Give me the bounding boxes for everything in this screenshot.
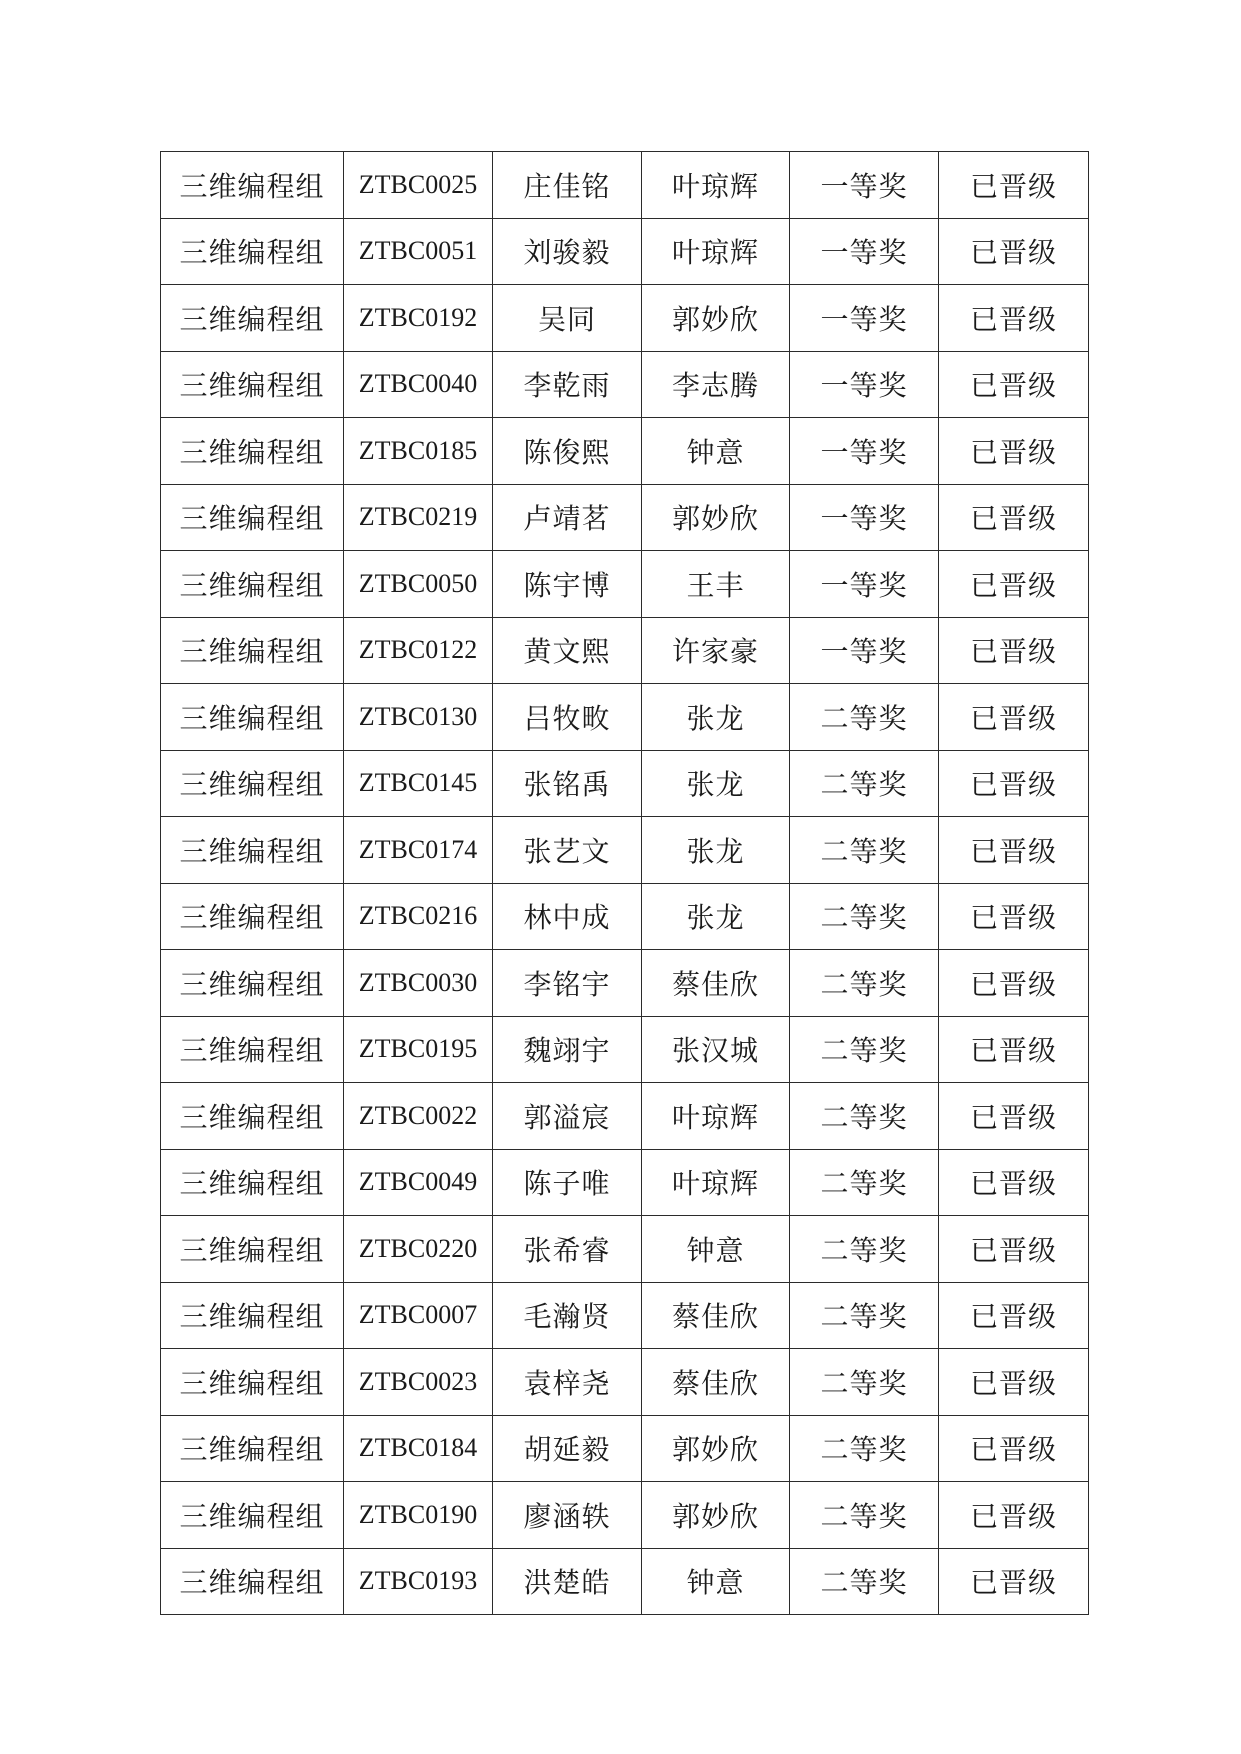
cell-award: 二等奖 xyxy=(790,1548,939,1615)
cell-entry-id: ZTBC0030 xyxy=(344,950,493,1017)
cell-student-name: 刘骏毅 xyxy=(493,218,642,285)
cell-teacher-name: 张龙 xyxy=(642,817,790,884)
cell-status: 已晋级 xyxy=(939,750,1089,817)
cell-award: 一等奖 xyxy=(790,484,939,551)
cell-status: 已晋级 xyxy=(939,1016,1089,1083)
cell-group: 三维编程组 xyxy=(161,1482,344,1549)
cell-student-name: 李铭宇 xyxy=(493,950,642,1017)
cell-entry-id: ZTBC0174 xyxy=(344,817,493,884)
cell-status: 已晋级 xyxy=(939,1216,1089,1283)
table-row xyxy=(161,351,1089,418)
cell-teacher-name: 张汉城 xyxy=(642,1016,790,1083)
table-row xyxy=(161,1149,1089,1216)
cell-group: 三维编程组 xyxy=(161,1149,344,1216)
cell-teacher-name: 郭妙欣 xyxy=(642,484,790,551)
cell-student-name: 黄文熙 xyxy=(493,617,642,684)
cell-status: 已晋级 xyxy=(939,1415,1089,1482)
cell-entry-id: ZTBC0007 xyxy=(344,1282,493,1349)
cell-group: 三维编程组 xyxy=(161,750,344,817)
cell-status: 已晋级 xyxy=(939,285,1089,352)
cell-teacher-name: 王丰 xyxy=(642,551,790,618)
cell-teacher-name: 叶琼辉 xyxy=(642,218,790,285)
cell-teacher-name: 张龙 xyxy=(642,684,790,751)
cell-teacher-name: 张龙 xyxy=(642,883,790,950)
cell-entry-id: ZTBC0025 xyxy=(344,152,493,219)
cell-teacher-name: 李志腾 xyxy=(642,351,790,418)
cell-student-name: 吴同 xyxy=(493,285,642,352)
cell-group: 三维编程组 xyxy=(161,418,344,485)
cell-teacher-name: 钟意 xyxy=(642,1216,790,1283)
cell-award: 一等奖 xyxy=(790,218,939,285)
cell-award: 一等奖 xyxy=(790,285,939,352)
cell-award: 二等奖 xyxy=(790,1083,939,1150)
cell-teacher-name: 钟意 xyxy=(642,1548,790,1615)
cell-teacher-name: 钟意 xyxy=(642,418,790,485)
cell-group: 三维编程组 xyxy=(161,1548,344,1615)
table-row xyxy=(161,1216,1089,1283)
cell-group: 三维编程组 xyxy=(161,1216,344,1283)
cell-teacher-name: 郭妙欣 xyxy=(642,1482,790,1549)
cell-group: 三维编程组 xyxy=(161,218,344,285)
cell-student-name: 陈宇博 xyxy=(493,551,642,618)
cell-teacher-name: 郭妙欣 xyxy=(642,285,790,352)
cell-group: 三维编程组 xyxy=(161,817,344,884)
table-row xyxy=(161,617,1089,684)
table-row xyxy=(161,750,1089,817)
cell-entry-id: ZTBC0049 xyxy=(344,1149,493,1216)
table-row xyxy=(161,418,1089,485)
cell-entry-id: ZTBC0023 xyxy=(344,1349,493,1416)
cell-status: 已晋级 xyxy=(939,883,1089,950)
table-row xyxy=(161,1482,1089,1549)
cell-award: 二等奖 xyxy=(790,1282,939,1349)
cell-teacher-name: 蔡佳欣 xyxy=(642,950,790,1017)
cell-entry-id: ZTBC0050 xyxy=(344,551,493,618)
cell-status: 已晋级 xyxy=(939,1083,1089,1150)
cell-student-name: 郭溢宸 xyxy=(493,1083,642,1150)
cell-student-name: 陈子唯 xyxy=(493,1149,642,1216)
cell-entry-id: ZTBC0040 xyxy=(344,351,493,418)
cell-student-name: 张铭禹 xyxy=(493,750,642,817)
cell-award: 一等奖 xyxy=(790,551,939,618)
cell-award: 二等奖 xyxy=(790,950,939,1017)
table-row xyxy=(161,1415,1089,1482)
cell-student-name: 卢靖茗 xyxy=(493,484,642,551)
cell-student-name: 胡延毅 xyxy=(493,1415,642,1482)
cell-group: 三维编程组 xyxy=(161,1415,344,1482)
cell-teacher-name: 张龙 xyxy=(642,750,790,817)
table-row xyxy=(161,684,1089,751)
table-row xyxy=(161,152,1089,219)
table-row xyxy=(161,1016,1089,1083)
cell-award: 一等奖 xyxy=(790,152,939,219)
table-row xyxy=(161,484,1089,551)
cell-status: 已晋级 xyxy=(939,1349,1089,1416)
cell-award: 二等奖 xyxy=(790,1216,939,1283)
cell-student-name: 张希睿 xyxy=(493,1216,642,1283)
cell-entry-id: ZTBC0022 xyxy=(344,1083,493,1150)
cell-status: 已晋级 xyxy=(939,351,1089,418)
cell-award: 二等奖 xyxy=(790,1016,939,1083)
results-table xyxy=(160,151,1089,1615)
cell-group: 三维编程组 xyxy=(161,351,344,418)
cell-entry-id: ZTBC0220 xyxy=(344,1216,493,1283)
cell-student-name: 庄佳铭 xyxy=(493,152,642,219)
cell-entry-id: ZTBC0130 xyxy=(344,684,493,751)
table-row xyxy=(161,1349,1089,1416)
cell-entry-id: ZTBC0219 xyxy=(344,484,493,551)
cell-award: 二等奖 xyxy=(790,1415,939,1482)
cell-status: 已晋级 xyxy=(939,1548,1089,1615)
cell-student-name: 陈俊熙 xyxy=(493,418,642,485)
table-row xyxy=(161,950,1089,1017)
table-row xyxy=(161,1548,1089,1615)
cell-group: 三维编程组 xyxy=(161,883,344,950)
cell-group: 三维编程组 xyxy=(161,1083,344,1150)
cell-award: 二等奖 xyxy=(790,817,939,884)
cell-group: 三维编程组 xyxy=(161,484,344,551)
cell-award: 二等奖 xyxy=(790,1149,939,1216)
table-row xyxy=(161,817,1089,884)
cell-entry-id: ZTBC0145 xyxy=(344,750,493,817)
cell-entry-id: ZTBC0193 xyxy=(344,1548,493,1615)
cell-group: 三维编程组 xyxy=(161,950,344,1017)
cell-group: 三维编程组 xyxy=(161,551,344,618)
cell-student-name: 吕牧畋 xyxy=(493,684,642,751)
table-row xyxy=(161,551,1089,618)
cell-status: 已晋级 xyxy=(939,418,1089,485)
cell-student-name: 魏翊宇 xyxy=(493,1016,642,1083)
cell-teacher-name: 蔡佳欣 xyxy=(642,1282,790,1349)
cell-group: 三维编程组 xyxy=(161,1282,344,1349)
cell-status: 已晋级 xyxy=(939,817,1089,884)
cell-group: 三维编程组 xyxy=(161,1016,344,1083)
cell-entry-id: ZTBC0192 xyxy=(344,285,493,352)
table-row xyxy=(161,1083,1089,1150)
cell-entry-id: ZTBC0216 xyxy=(344,883,493,950)
cell-teacher-name: 叶琼辉 xyxy=(642,1149,790,1216)
cell-status: 已晋级 xyxy=(939,950,1089,1017)
cell-award: 二等奖 xyxy=(790,750,939,817)
cell-teacher-name: 叶琼辉 xyxy=(642,152,790,219)
cell-status: 已晋级 xyxy=(939,1149,1089,1216)
cell-status: 已晋级 xyxy=(939,1482,1089,1549)
cell-student-name: 洪楚皓 xyxy=(493,1548,642,1615)
cell-teacher-name: 许家豪 xyxy=(642,617,790,684)
cell-group: 三维编程组 xyxy=(161,152,344,219)
cell-status: 已晋级 xyxy=(939,484,1089,551)
cell-group: 三维编程组 xyxy=(161,285,344,352)
results-table-body xyxy=(161,152,1089,1615)
cell-student-name: 袁梓尧 xyxy=(493,1349,642,1416)
cell-entry-id: ZTBC0184 xyxy=(344,1415,493,1482)
cell-status: 已晋级 xyxy=(939,684,1089,751)
cell-entry-id: ZTBC0185 xyxy=(344,418,493,485)
table-row xyxy=(161,883,1089,950)
cell-teacher-name: 叶琼辉 xyxy=(642,1083,790,1150)
cell-award: 二等奖 xyxy=(790,1482,939,1549)
cell-status: 已晋级 xyxy=(939,152,1089,219)
cell-award: 二等奖 xyxy=(790,684,939,751)
cell-award: 一等奖 xyxy=(790,351,939,418)
cell-student-name: 毛瀚贤 xyxy=(493,1282,642,1349)
cell-award: 一等奖 xyxy=(790,418,939,485)
cell-award: 一等奖 xyxy=(790,617,939,684)
cell-student-name: 张艺文 xyxy=(493,817,642,884)
cell-entry-id: ZTBC0122 xyxy=(344,617,493,684)
cell-teacher-name: 蔡佳欣 xyxy=(642,1349,790,1416)
cell-status: 已晋级 xyxy=(939,218,1089,285)
cell-student-name: 廖涵轶 xyxy=(493,1482,642,1549)
table-row xyxy=(161,1282,1089,1349)
cell-student-name: 林中成 xyxy=(493,883,642,950)
cell-student-name: 李乾雨 xyxy=(493,351,642,418)
cell-status: 已晋级 xyxy=(939,1282,1089,1349)
cell-entry-id: ZTBC0190 xyxy=(344,1482,493,1549)
cell-status: 已晋级 xyxy=(939,551,1089,618)
cell-entry-id: ZTBC0051 xyxy=(344,218,493,285)
table-row xyxy=(161,285,1089,352)
cell-entry-id: ZTBC0195 xyxy=(344,1016,493,1083)
table-row xyxy=(161,218,1089,285)
cell-award: 二等奖 xyxy=(790,1349,939,1416)
cell-group: 三维编程组 xyxy=(161,684,344,751)
cell-group: 三维编程组 xyxy=(161,617,344,684)
cell-award: 二等奖 xyxy=(790,883,939,950)
cell-status: 已晋级 xyxy=(939,617,1089,684)
cell-teacher-name: 郭妙欣 xyxy=(642,1415,790,1482)
cell-group: 三维编程组 xyxy=(161,1349,344,1416)
